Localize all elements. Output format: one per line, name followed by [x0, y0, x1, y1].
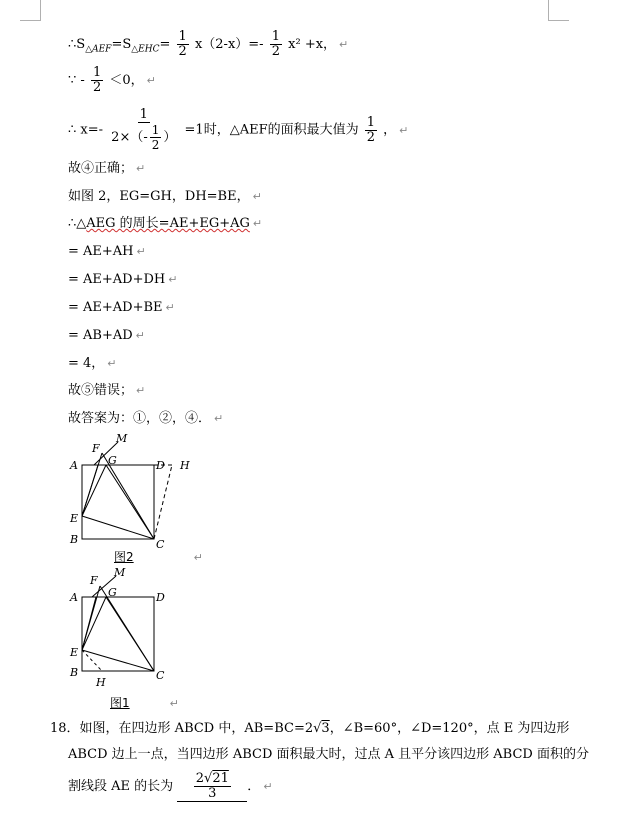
fraction: $\frac{1}{2}$ — [271, 29, 280, 59]
line-max-value: ∴ x=- 1 2×（- $\frac{1}{2}$ ） =1时，△AEF的面积最大值为 $\frac{1}{2}$ ， ↵ — [68, 107, 409, 152]
label-g: G — [108, 586, 117, 599]
label-g: G — [108, 454, 117, 467]
fraction: $\frac{1}{2}$ — [178, 29, 187, 59]
question-18-line-1: 18．如图，在四边形 ABCD 中，AB=BC=2√3，∠B=60°，∠D=120°，点 E 为四边形 — [50, 721, 570, 736]
label-f: F — [90, 574, 98, 587]
label-d: D — [156, 459, 165, 472]
label-h: H — [180, 459, 190, 472]
paragraph-mark: ↵ — [339, 38, 349, 51]
label-m: M — [114, 566, 126, 579]
fraction: 1 2×（- $\frac{1}{2}$ ） — [111, 107, 177, 152]
page-corner-top-right — [548, 0, 569, 21]
line-perimeter: ∴△AEG 的周长=AE+EG+AG ↵ — [68, 216, 263, 231]
label-d: D — [156, 591, 165, 604]
line-step-3: = AE+AD+BE ↵ — [68, 300, 175, 315]
line-answer: 故答案为：①，②，④． ↵ — [68, 411, 224, 426]
label-h: H — [96, 676, 106, 689]
fraction: $\frac{1}{2}$ — [92, 65, 102, 95]
label-e: E — [70, 646, 79, 659]
line-step-4: = AB+AD ↵ — [68, 328, 145, 343]
sqrt-expression: √3 — [313, 721, 330, 736]
label-b: B — [70, 666, 79, 679]
line-fig2-ref: 如图 2，EG=GH，DH=BE， ↵ — [68, 189, 262, 204]
line-negative-half: ∵ - $\frac{1}{2}$ ＜0， ↵ — [68, 65, 156, 95]
line-step-5: = 4， ↵ — [68, 356, 117, 371]
paragraph-mark: ↵ — [146, 74, 156, 87]
question-18-line-3: 割线段 AE 的长为 $\frac{2√21}{3}$ ． ↵ — [68, 771, 273, 801]
spellcheck-underline: AEG 的周长=AE+EG+AG — [86, 216, 250, 231]
label-a: A — [70, 591, 78, 604]
segment-ec — [82, 516, 154, 539]
line-area-expression: $\therefore S_{\triangle AEF}=S_{\triangle EHC}=$ $\frac{1}{2}$ x（2-x）=- $\frac{1}{2}$ x² +x， ↵ — [68, 29, 349, 59]
answer-blank — [177, 772, 247, 802]
line-step-2: = AE+AD+DH ↵ — [68, 272, 178, 287]
label-c: C — [156, 538, 165, 551]
figure-2-caption: 图2 ↵ — [114, 550, 203, 564]
figure-1-caption: 图1 ↵ — [110, 696, 179, 710]
line-5-wrong: 故⑤错误； ↵ — [68, 383, 146, 398]
question-18-line-2: ABCD 边上一点，当四边形 ABCD 面积最大时，过点 A 且平分该四边形 ABCD 面积的分 — [68, 747, 589, 762]
figure-1-diagram — [60, 566, 220, 691]
label-m: M — [116, 432, 128, 445]
label-a: A — [70, 459, 78, 472]
line-step-1: = AE+AH ↵ — [68, 244, 146, 259]
label-b: B — [70, 533, 79, 546]
figure-2-diagram — [60, 428, 220, 553]
line-4-correct: 故④正确； ↵ — [68, 161, 146, 176]
dashed-segment-ch — [154, 465, 172, 539]
label-c: C — [156, 669, 165, 682]
label-e: E — [70, 512, 79, 525]
label-f: F — [92, 442, 100, 455]
answer-fraction: $\frac{2√21}{3}$ — [195, 771, 229, 801]
fraction: $\frac{1}{2}$ — [366, 114, 376, 145]
paragraph-mark: ↵ — [399, 123, 409, 137]
segment-eg — [82, 465, 106, 516]
page-corner-top-left — [20, 0, 41, 21]
